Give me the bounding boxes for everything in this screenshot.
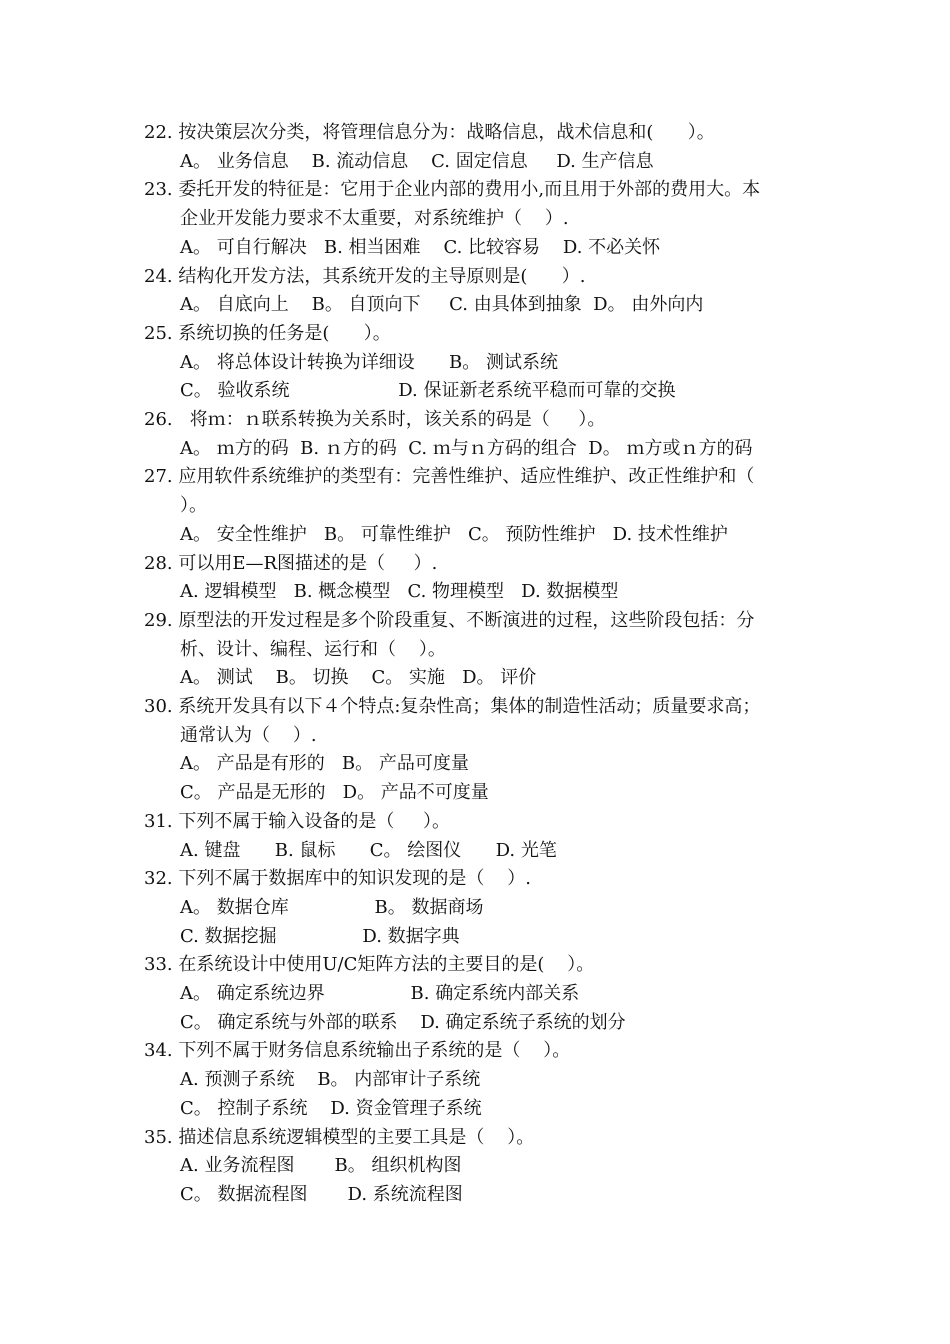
options-line: C. 数据挖掘 D. 数据字典: [180, 925, 460, 947]
question-line: 31. 下列不属于输入设备的是（ ）。: [144, 810, 450, 832]
question-line: 27. 应用软件系统维护的类型有：完善性维护、适应性维护、改正性维护和（: [144, 466, 755, 488]
options-line: A. 预测子系统 B。 内部审计子系统: [180, 1069, 481, 1091]
options-line: A。 ｍ方的码 B. ｎ方的码 C. ｍ与ｎ方码的组合 D。 ｍ方或ｎ方的码: [180, 437, 753, 459]
options-line: A。 将总体设计转换为详细设 B。 测试系统: [180, 351, 558, 373]
question-line: 28. 可以用E—R图描述的是（ ）.: [144, 552, 438, 574]
options-line: A。 测试 B。 切换 C。 实施 D。 评价: [180, 667, 537, 689]
question-line: 22. 按决策层次分类，将管理信息分为：战略信息，战术信息和( ）。: [144, 122, 715, 143]
options-line: A。 确定系统边界 B. 确定系统内部关系: [180, 983, 580, 1004]
question-continuation: 通常认为（ ）.: [180, 724, 317, 746]
options-line: A. 逻辑模型 B. 概念模型 C. 物理模型 D. 数据模型: [180, 581, 619, 603]
question-line: 34. 下列不属于财务信息系统输出子系统的是（ ）。: [144, 1040, 571, 1062]
options-line: C。 验收系统 D. 保证新老系统平稳而可靠的交换: [180, 380, 676, 402]
options-line: A. 键盘 B. 鼠标 C。 绘图仪 D. 光笔: [180, 839, 557, 861]
options-line: C。 控制子系统 D. 资金管理子系统: [180, 1097, 482, 1119]
question-line: 35. 描述信息系统逻辑模型的主要工具是（ ）。: [144, 1126, 535, 1148]
question-line: 33. 在系统设计中使用U/C矩阵方法的主要目的是( ）。: [144, 954, 595, 976]
question-line: 26. 将ｍ：ｎ联系转换为关系时，该关系的码是（ ）。: [144, 409, 606, 430]
options-line: C。 产品是无形的 D。 产品不可度量: [180, 782, 489, 804]
question-continuation: 析、设计、编程、运行和（ ）。: [180, 638, 446, 660]
question-line: 24. 结构化开发方法，其系统开发的主导原则是( ）.: [144, 265, 586, 287]
question-line: 29. 原型法的开发过程是多个阶段重复、不断演进的过程，这些阶段包括：分: [144, 609, 755, 631]
options-line: C。 确定系统与外部的联系 D. 确定系统子系统的划分: [180, 1011, 626, 1033]
options-line: A。 数据仓库 B。 数据商场: [180, 896, 484, 918]
question-line: 23. 委托开发的特征是：它用于企业内部的费用小,而且用于外部的费用大。本: [144, 179, 761, 201]
options-line: A。 自底向上 B。 自顶向下 C. 由具体到抽象 D。 由外向内: [180, 294, 704, 316]
options-line: A。 业务信息 B. 流动信息 C. 固定信息 D. 生产信息: [180, 150, 654, 172]
question-line: 32. 下列不属于数据库中的知识发现的是（ ）.: [144, 868, 531, 890]
question-continuation: 企业开发能力要求不太重要，对系统维护（ ）.: [180, 208, 569, 230]
question-line: 25. 系统切换的任务是( ）。: [144, 322, 391, 344]
question-line: 30. 系统开发具有以下４个特点:复杂性高；集体的制造性活动；质量要求高；: [144, 696, 761, 717]
options-line: A。 可自行解决 B. 相当困难 C. 比较容易 D. 不必关怀: [180, 236, 661, 258]
options-line: A。 产品是有形的 B。 产品可度量: [180, 753, 469, 775]
question-continuation: ）。: [180, 495, 207, 517]
options-line: C。 数据流程图 D. 系统流程图: [180, 1183, 463, 1205]
options-line: A. 业务流程图 B。 组织机构图: [180, 1155, 462, 1177]
options-line: A。 安全性维护 B。 可靠性维护 C。 预防性维护 D. 技术性维护: [180, 523, 728, 545]
